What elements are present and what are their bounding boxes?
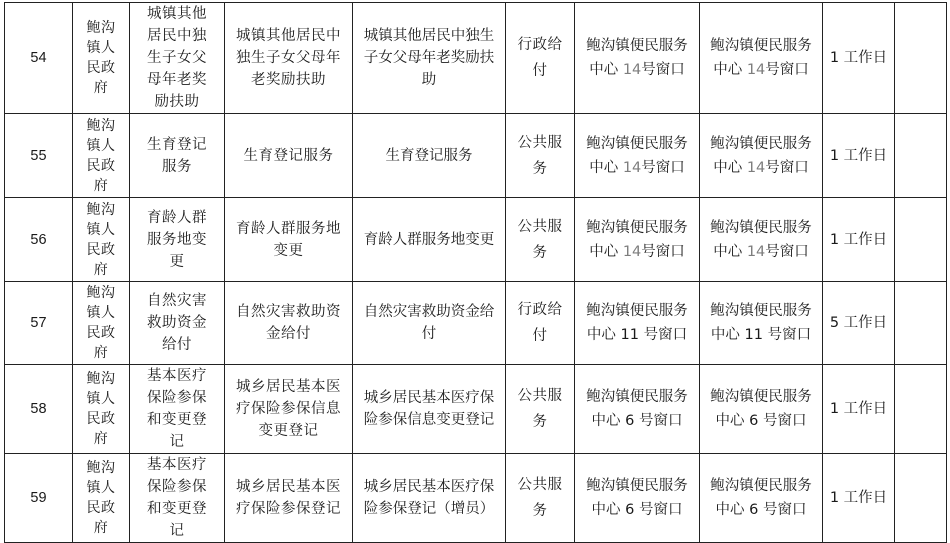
handle-location-cell <box>700 114 823 198</box>
window-number: 11 <box>744 327 763 343</box>
table-row <box>5 114 947 198</box>
empty-cell <box>895 114 947 198</box>
item-type-cell: 公共服务 <box>506 365 575 454</box>
time-limit-cell: 1 工作日 <box>823 454 895 543</box>
main-item-cell: 育龄人群服务地变更 <box>130 198 225 282</box>
location-text: 鲍沟镇便民服务中心 <box>586 219 688 260</box>
window-suffix: 号窗口 <box>641 159 685 176</box>
sub-item-cell: 城镇其他居民中独生子女父母年老奖励扶助 <box>225 3 353 114</box>
row-number-cell: 57 <box>5 282 73 365</box>
window-number: 6 <box>625 413 635 429</box>
service-item-cell: 城乡居民基本医疗保险参保信息变更登记 <box>353 365 506 454</box>
time-limit-cell: 1 工作日 <box>823 198 895 282</box>
service-item-cell: 城乡居民基本医疗保险参保登记（增员） <box>353 454 506 543</box>
accept-location-cell <box>575 365 700 454</box>
window-number: 14 <box>746 159 766 176</box>
handle-location-cell <box>700 282 823 365</box>
row-number-cell: 59 <box>5 454 73 543</box>
handle-location-cell <box>700 454 823 543</box>
service-item-cell: 城镇其他居民中独生子女父母年老奖励扶助 <box>353 3 506 114</box>
service-item-cell: 自然灾害救助资金给付 <box>353 282 506 365</box>
row-number-cell: 56 <box>5 198 73 282</box>
handle-location-cell <box>700 198 823 282</box>
window-suffix: 号窗口 <box>765 243 809 260</box>
window-suffix: 号窗口 <box>762 327 812 343</box>
table-row <box>5 198 947 282</box>
item-type-cell: 公共服务 <box>506 454 575 543</box>
location-text: 鲍沟镇便民服务中心 <box>586 478 688 518</box>
location-text: 鲍沟镇便民服务中心 <box>710 135 812 176</box>
empty-cell <box>895 454 947 543</box>
time-limit-cell: 1 工作日 <box>823 3 895 114</box>
location-text: 鲍沟镇便民服务中心 <box>586 135 688 176</box>
main-item-cell: 基本医疗保险参保和变更登记 <box>130 454 225 543</box>
service-item-cell: 育龄人群服务地变更 <box>353 198 506 282</box>
main-item-cell: 自然灾害救助资金给付 <box>130 282 225 365</box>
empty-cell <box>895 198 947 282</box>
window-number: 14 <box>746 243 766 260</box>
time-limit-cell: 1 工作日 <box>823 114 895 198</box>
row-number-cell: 58 <box>5 365 73 454</box>
window-number: 11 <box>620 327 639 343</box>
time-limit-cell: 5 工作日 <box>823 282 895 365</box>
window-number: 6 <box>625 502 635 518</box>
handle-location-cell <box>700 3 823 114</box>
service-item-cell: 生育登记服务 <box>353 114 506 198</box>
window-number: 14 <box>622 62 642 78</box>
department-cell: 鲍沟镇人民政府 <box>73 198 130 282</box>
location-text: 鲍沟镇便民服务中心 <box>586 38 688 78</box>
sub-item-cell: 自然灾害救助资金给付 <box>225 282 353 365</box>
window-number: 6 <box>749 502 759 518</box>
accept-location-cell <box>575 282 700 365</box>
main-item-cell: 生育登记服务 <box>130 114 225 198</box>
table-row <box>5 282 947 365</box>
table-row <box>5 3 947 114</box>
department-cell: 鲍沟镇人民政府 <box>73 454 130 543</box>
department-cell: 鲍沟镇人民政府 <box>73 114 130 198</box>
location-text: 鲍沟镇便民服务中心 <box>710 38 812 78</box>
location-text: 鲍沟镇便民服务中心 <box>710 303 812 343</box>
handle-location-cell <box>700 365 823 454</box>
window-suffix: 号窗口 <box>638 327 688 343</box>
window-number: 14 <box>622 159 642 176</box>
window-number: 14 <box>746 62 766 78</box>
accept-location-cell <box>575 114 700 198</box>
department-cell: 鲍沟镇人民政府 <box>73 3 130 114</box>
empty-cell <box>895 282 947 365</box>
row-number-cell: 55 <box>5 114 73 198</box>
table-row <box>5 365 947 454</box>
main-item-cell: 城镇其他居民中独生子女父母年老奖励扶助 <box>130 3 225 114</box>
window-number: 6 <box>749 413 759 429</box>
window-suffix: 号窗口 <box>758 413 807 429</box>
sub-item-cell: 城乡居民基本医疗保险参保登记 <box>225 454 353 543</box>
item-type-cell: 行政给付 <box>506 282 575 365</box>
location-text: 鲍沟镇便民服务中心 <box>586 389 688 429</box>
window-suffix: 号窗口 <box>634 413 683 429</box>
window-suffix: 号窗口 <box>758 502 807 518</box>
main-item-cell: 基本医疗保险参保和变更登记 <box>130 365 225 454</box>
row-number-cell: 54 <box>5 3 73 114</box>
location-text: 鲍沟镇便民服务中心 <box>710 478 812 518</box>
accept-location-cell <box>575 198 700 282</box>
item-type-cell: 行政给付 <box>506 3 575 114</box>
location-text: 鲍沟镇便民服务中心 <box>710 389 812 429</box>
location-text: 鲍沟镇便民服务中心 <box>710 219 812 260</box>
time-limit-cell: 1 工作日 <box>823 365 895 454</box>
department-cell: 鲍沟镇人民政府 <box>73 282 130 365</box>
empty-cell <box>895 3 947 114</box>
sub-item-cell: 生育登记服务 <box>225 114 353 198</box>
sub-item-cell: 育龄人群服务地变更 <box>225 198 353 282</box>
table-row <box>5 454 947 543</box>
department-cell: 鲍沟镇人民政府 <box>73 365 130 454</box>
item-type-cell: 公共服务 <box>506 114 575 198</box>
window-suffix: 号窗口 <box>641 243 685 260</box>
window-suffix: 号窗口 <box>641 62 685 78</box>
item-type-cell: 公共服务 <box>506 198 575 282</box>
accept-location-cell <box>575 3 700 114</box>
accept-location-cell <box>575 454 700 543</box>
location-text: 鲍沟镇便民服务中心 <box>586 303 688 343</box>
window-number: 14 <box>622 243 642 260</box>
window-suffix: 号窗口 <box>765 62 809 78</box>
window-suffix: 号窗口 <box>765 159 809 176</box>
service-items-table <box>4 2 947 543</box>
empty-cell <box>895 365 947 454</box>
window-suffix: 号窗口 <box>634 502 683 518</box>
sub-item-cell: 城乡居民基本医疗保险参保信息变更登记 <box>225 365 353 454</box>
